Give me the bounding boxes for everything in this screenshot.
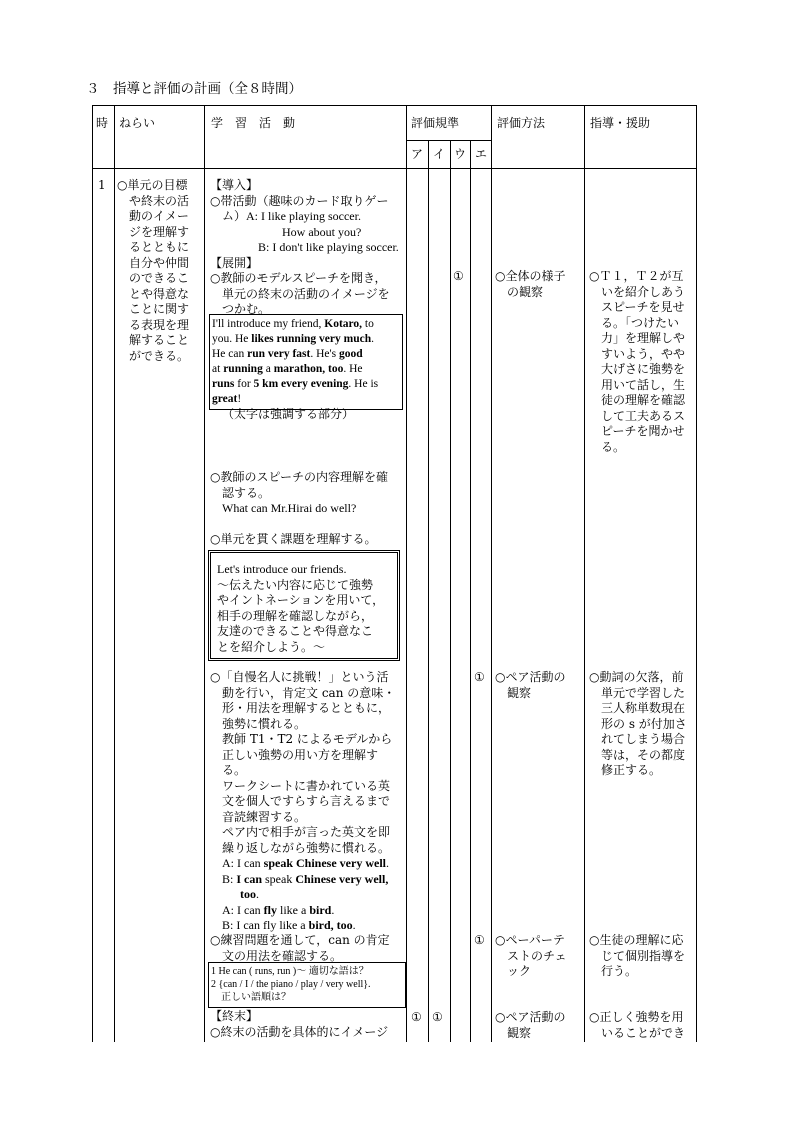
aim-line: 自分や仲間 [129, 255, 190, 270]
task-line: ～伝えたい内容に応じて強勢 [217, 577, 374, 592]
guidance-line: 単元で学習した [601, 685, 686, 700]
guidance-line: ピーチを聞かせ [601, 424, 685, 438]
dialog-line: B: I can fly like a bird, too. [222, 918, 356, 932]
dialog-line: A: I can speak Chinese very well. [222, 856, 389, 870]
task-line: Let's introduce our friends. [217, 562, 347, 576]
row1-method [495, 269, 565, 300]
dialog-line: A: I can fly like a bird. [222, 902, 335, 917]
activity-line: ○「自慢名人に挑戦！」という活 [210, 670, 389, 684]
method-line: ○全体の様子 [495, 269, 566, 283]
row4-activity [210, 1009, 388, 1040]
activity-line: 認する。 [210, 485, 271, 500]
header-method: 評価方法 [497, 116, 546, 130]
row2-mark-e: ① [474, 670, 485, 684]
speech-line: at running a marathon, too. He [212, 363, 363, 375]
aim-line: る表現を理 [129, 317, 190, 332]
guidance-line: 修正する。 [601, 763, 662, 777]
exercise-line: 2 {can / I / the piano / play / very well}. [211, 979, 371, 990]
activity-line: 正しい強勢の用い方を理解す [210, 747, 379, 762]
task-line: とを紹介しよう。～ [217, 639, 326, 654]
row4-mark-a: ① [411, 1010, 422, 1024]
task-line: やイントネーションを用いて， [217, 593, 385, 607]
activity-line: 文の用法を確認する。 [210, 948, 343, 963]
activity-line: ペア内で相手が言った英文を即 [210, 825, 391, 839]
header-criteria-u: ウ [454, 147, 467, 161]
aim-line: のできるこ [129, 271, 190, 285]
method-line: ○ペーパーテ [495, 933, 565, 947]
row2-guidance [589, 670, 687, 779]
guidance-line: 形の s が付加さ [601, 716, 687, 731]
bold-note: （太字は強調する部分） [222, 407, 355, 421]
guidance-line: る。「つけたい [601, 315, 680, 330]
guidance-line: 用いて話し，生 [601, 377, 686, 392]
header-criteria-e: エ [475, 147, 488, 161]
activity-line: 音読練習する。 [210, 809, 307, 824]
model-speech-box [209, 314, 403, 410]
guidance-line: すいよう，やや [601, 346, 686, 361]
activity-line: ム）A: I like playing soccer. [210, 209, 361, 223]
header-criteria-a: ア [411, 147, 424, 161]
guidance-line: ○動詞の欠落，前 [589, 670, 684, 684]
guidance-line: いることができ [601, 1025, 686, 1040]
aim-line: とや得意な [129, 286, 190, 301]
task-line: 友達のできることや得意なこ [217, 624, 374, 638]
activity-line: 強勢に慣れる。 [210, 716, 307, 731]
guidance-line: 力」を理解しや [601, 331, 686, 345]
guidance-line: 徒の理解を確認 [601, 393, 686, 407]
aim-line: 解すること [129, 333, 190, 347]
exercise-line: 1 He can ( runs, run )～ 適切な語は？ [211, 966, 369, 977]
row1-hour: 1 [98, 178, 106, 192]
row3-method [495, 933, 567, 980]
row3-mark-e: ① [474, 933, 485, 947]
row2-dialog [222, 856, 389, 934]
speech-line: runs for 5 km every evening. He is [212, 378, 379, 390]
dialog-line: B: I can speak Chinese very well, [222, 871, 389, 886]
activity-line: 教師 T1・T2 によるモデルから [210, 732, 393, 746]
speech-line: great! [212, 393, 242, 405]
method-line: 観察 [507, 1025, 532, 1040]
activity-line: ワークシートに書かれている英 [210, 778, 391, 793]
row4-guidance [589, 1010, 685, 1041]
guidance-line: して工夫あるス [601, 408, 686, 423]
row1-activity-task: ○単元を貫く課題を理解する。 [210, 532, 377, 546]
activity-line: ○練習問題を通して，can の肯定 [210, 933, 390, 947]
row2-method [495, 670, 565, 701]
activity-line: ○教師のモデルスピーチを聞き， [210, 271, 387, 285]
row2-activity [210, 670, 395, 856]
method-line: ストのチェ [507, 948, 567, 963]
guidance-line: ○Ｔ１，Ｔ２が互 [589, 269, 684, 283]
aim-line: 動のイメー [129, 209, 189, 223]
row1-guidance [589, 269, 685, 455]
activity-line: つかむ。 [210, 302, 271, 316]
activity-line: 単元の終末の活動のイメージを [210, 286, 390, 301]
activity-line: 文を個人ですらすら言えるまで [210, 794, 391, 808]
guidance-line: 行う。 [601, 964, 638, 978]
header-hour: 時 [96, 116, 109, 130]
row3-activity [210, 933, 390, 964]
task-line: 相手の理解を確認しながら， [217, 608, 374, 623]
method-line: ○ペア活動の [495, 670, 566, 684]
activity-line: 繰り返しながら強勢に慣れる。 [210, 840, 391, 855]
row3-guidance [589, 933, 685, 980]
guidance-line: いを紹介しあう [601, 284, 686, 299]
activity-line: 動を行い，肯定文 can の意味・ [210, 685, 396, 700]
activity-line: 形・用法を理解するとともに， [210, 701, 391, 715]
unit-task-box [208, 550, 400, 661]
header-criteria-i: イ [433, 147, 446, 161]
method-line: ○ペア活動の [495, 1010, 566, 1024]
speech-line: I'll introduce my friend, Kotaro, to [212, 318, 374, 330]
guidance-line: 大げさに強勢を [601, 362, 686, 376]
activity-line: 【終末】 [210, 1009, 259, 1023]
header-activity: 学 習 活 動 [211, 116, 296, 130]
method-line: ック [507, 964, 532, 978]
activity-line: る。 [210, 763, 247, 777]
guidance-line: スピーチを見せ [601, 300, 685, 314]
task-text [217, 562, 384, 655]
aim-line: や終末の活 [129, 193, 190, 208]
aim-line: ○単元の目標 [117, 178, 188, 192]
row1-aim [117, 178, 189, 364]
guidance-line: 三人称単数現在 [601, 701, 686, 715]
aim-line: ことに関す [129, 302, 190, 316]
activity-line: What can Mr.Hirai do well? [210, 501, 357, 515]
guidance-line: ○正しく強勢を用 [589, 1010, 684, 1024]
activity-line: 【展開】 [210, 255, 259, 270]
exercise-box [208, 962, 406, 1008]
exercise-line: 正しい語順は？ [211, 992, 291, 1003]
aim-line: るとともに [129, 240, 190, 254]
row1-activity-check [210, 470, 388, 517]
header-guidance: 指導・援助 [590, 116, 651, 130]
section-title: ３ 指導と評価の計画（全８時間） [86, 81, 302, 97]
guidance-line: る。 [601, 439, 626, 454]
method-line: 観察 [507, 685, 532, 700]
header-criteria: 評価規準 [411, 116, 460, 130]
guidance-line: ○生徒の理解に応 [589, 933, 684, 947]
guidance-line: 等は，その都度 [601, 747, 686, 762]
header-aim: ねらい [119, 116, 156, 130]
row4-mark-i: ① [432, 1010, 443, 1024]
dialog-line: too. [240, 887, 259, 901]
guidance-line: じて個別指導を [601, 948, 686, 963]
row1-activity-intro [210, 178, 399, 318]
activity-line: ○帯活動（趣味のカード取りゲー [210, 193, 389, 208]
speech-line: you. He likes running very much. [212, 333, 374, 345]
activity-line: How about you? [210, 224, 362, 239]
activity-line: ○教師のスピーチの内容理解を確 [210, 470, 388, 484]
activity-line: B: I don't like playing soccer. [210, 240, 399, 254]
row4-method [495, 1010, 565, 1041]
aim-line: ができる。 [129, 348, 190, 363]
aim-line: ジを理解す [129, 224, 190, 239]
method-line: の観察 [507, 284, 544, 299]
row1-mark-u: ① [453, 269, 464, 283]
guidance-line: れてしまう場合 [601, 732, 686, 746]
activity-line: ○終末の活動を具体的にイメージ [210, 1024, 389, 1039]
speech-line: He can run very fast. He's good [212, 348, 363, 360]
activity-line: 【導入】 [210, 178, 259, 192]
